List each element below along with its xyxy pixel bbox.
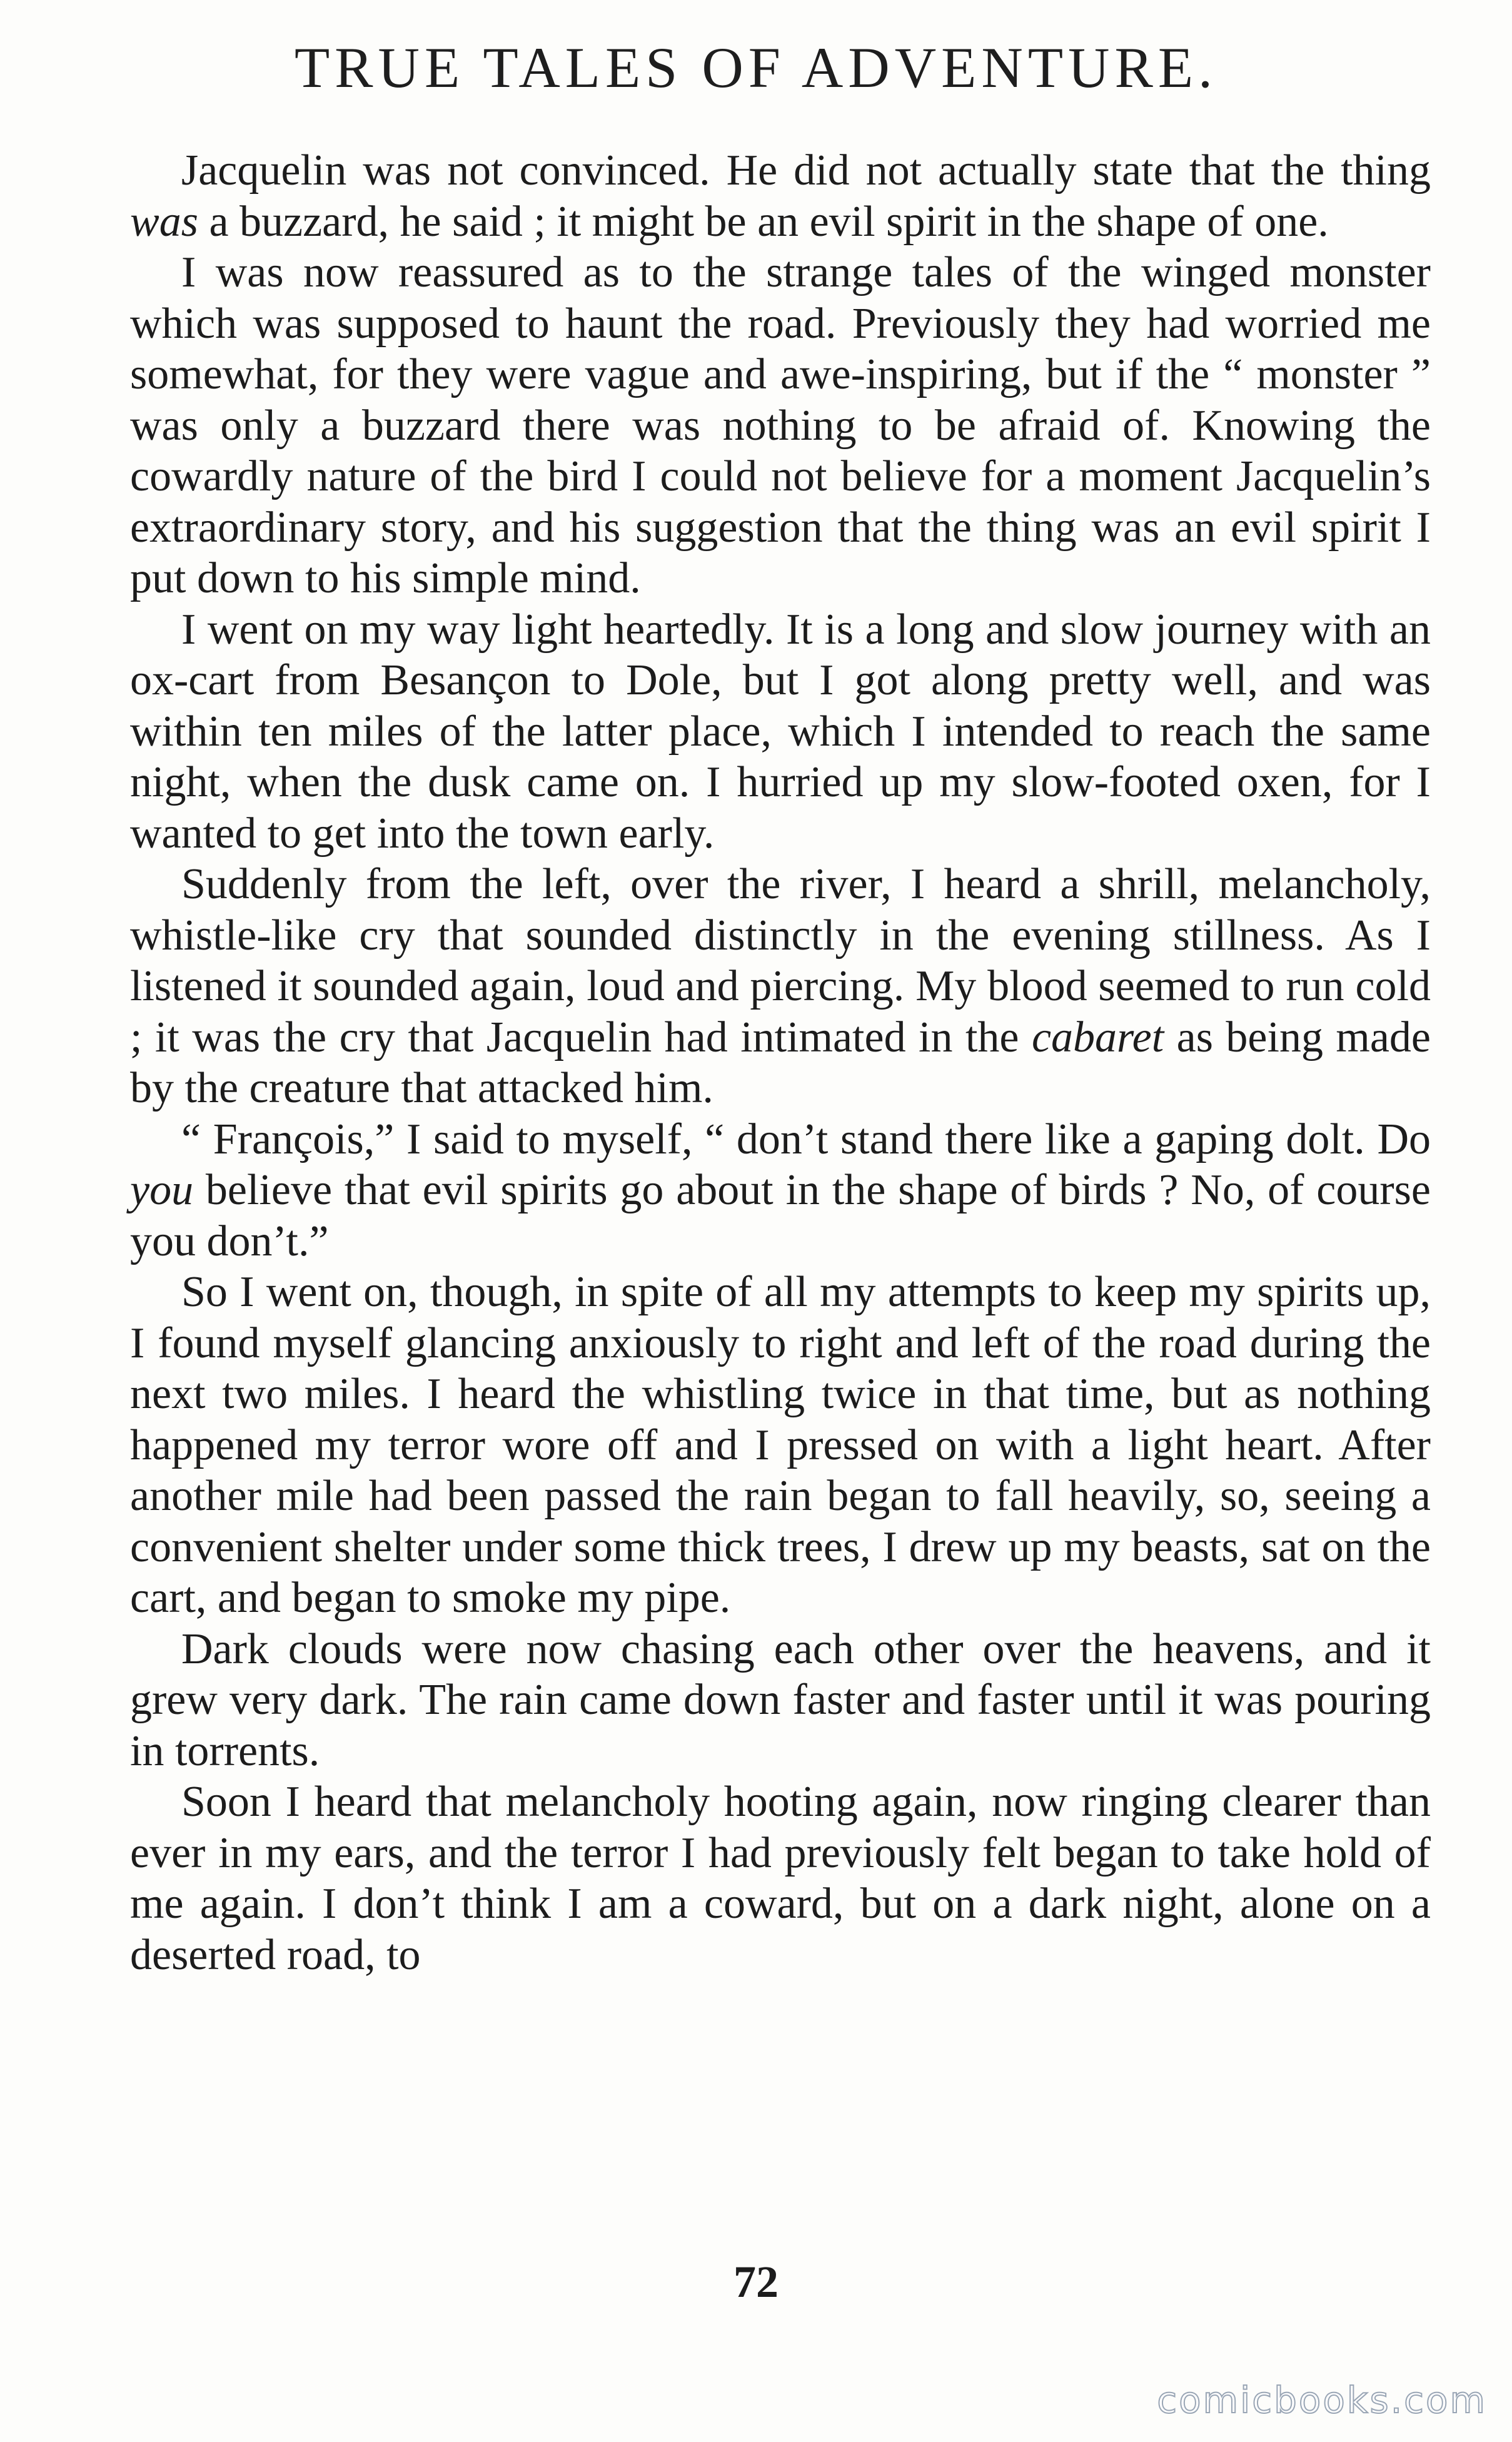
text-run: Suddenly from the left, over the river, I heard a shrill, melancholy, whistle-like cry that sounded distinctly in the evening stillness. As I listened it sounded again, loud and piercing. My blood seemed to run cold ; it was the cry that Jacquelin had intimated in the xyxy=(130,860,1431,1061)
italic-text: you xyxy=(130,1166,194,1214)
text-run: Dark clouds were now chasing each other over the heavens, and it grew very dark. The rain came down faster and faster until it was pouring in torrents. xyxy=(130,1624,1431,1775)
paragraph xyxy=(130,145,1431,247)
paragraph xyxy=(130,247,1431,604)
italic-text: was xyxy=(130,197,198,246)
text-run: believe that evil spirits go about in the shape of birds ? No, of course you don’t.” xyxy=(130,1166,1431,1265)
text-run: Soon I heard that melancholy hooting again, now ringing clearer than ever in my ears, and the terror I had previously felt began to take hold of me again. I don’t think I am a coward, but on a dark night, alone on a deserted road, to xyxy=(130,1778,1431,1979)
paragraph xyxy=(130,1267,1431,1624)
page-number: 72 xyxy=(733,2257,779,2307)
paragraph xyxy=(130,859,1431,1114)
text-run: I was now reassured as to the strange tales of the winged monster which was supposed to haunt the road. Previously they had worried me somewhat, for they were vague and awe-inspiring, but if the “ monster ” was only a buzzard there was nothing to be afraid of. Knowing the cowardly nature of the bird I could not believe for a moment Jacquelin’s extraordinary story, and his suggestion that the thing was an evil spirit I put down to his simple mind. xyxy=(130,248,1431,602)
paragraph xyxy=(130,1114,1431,1267)
text-run: So I went on, though, in spite of all my attempts to keep my spirits up, I found myself glancing anxiously to right and left of the road during the next two miles. I heard the whistling twice in that time, but as nothing happened my terror wore off and I pressed on with a light heart. After another mile had been passed the rain began to fall heavily, so, seeing a convenient shelter under some thick trees, I drew up my beasts, sat on the cart, and began to smoke my pipe. xyxy=(130,1268,1431,1622)
text-run: I went on my way light heartedly. It is a long and slow journey with an ox-cart from Besançon to Dole, but I got along pretty well, and was within ten miles of the latter place, which I intended to reach the same night, when the dusk came on. I hurried up my slow-footed oxen, for I wanted to get into the town early. xyxy=(130,605,1431,858)
italic-text: cabaret xyxy=(1031,1013,1164,1061)
text-run: a buzzard, he said ; it might be an evil spirit in the shape of one. xyxy=(198,197,1329,246)
text-run: “ François,” I said to myself, “ don’t stand there like a gaping dolt. Do xyxy=(181,1115,1431,1163)
paragraph xyxy=(130,1776,1431,1980)
text-run: as being made by the creature that attacked him. xyxy=(130,1013,1431,1112)
watermark-logo: comicbooks.com xyxy=(1157,2379,1487,2421)
paragraph xyxy=(130,1624,1431,1777)
paragraph xyxy=(130,604,1431,859)
body-text xyxy=(130,145,1431,1980)
text-run: Jacquelin was not convinced. He did not actually state that the thing xyxy=(181,146,1431,195)
running-head-title: TRUE TALES OF ADVENTURE. xyxy=(294,36,1218,99)
